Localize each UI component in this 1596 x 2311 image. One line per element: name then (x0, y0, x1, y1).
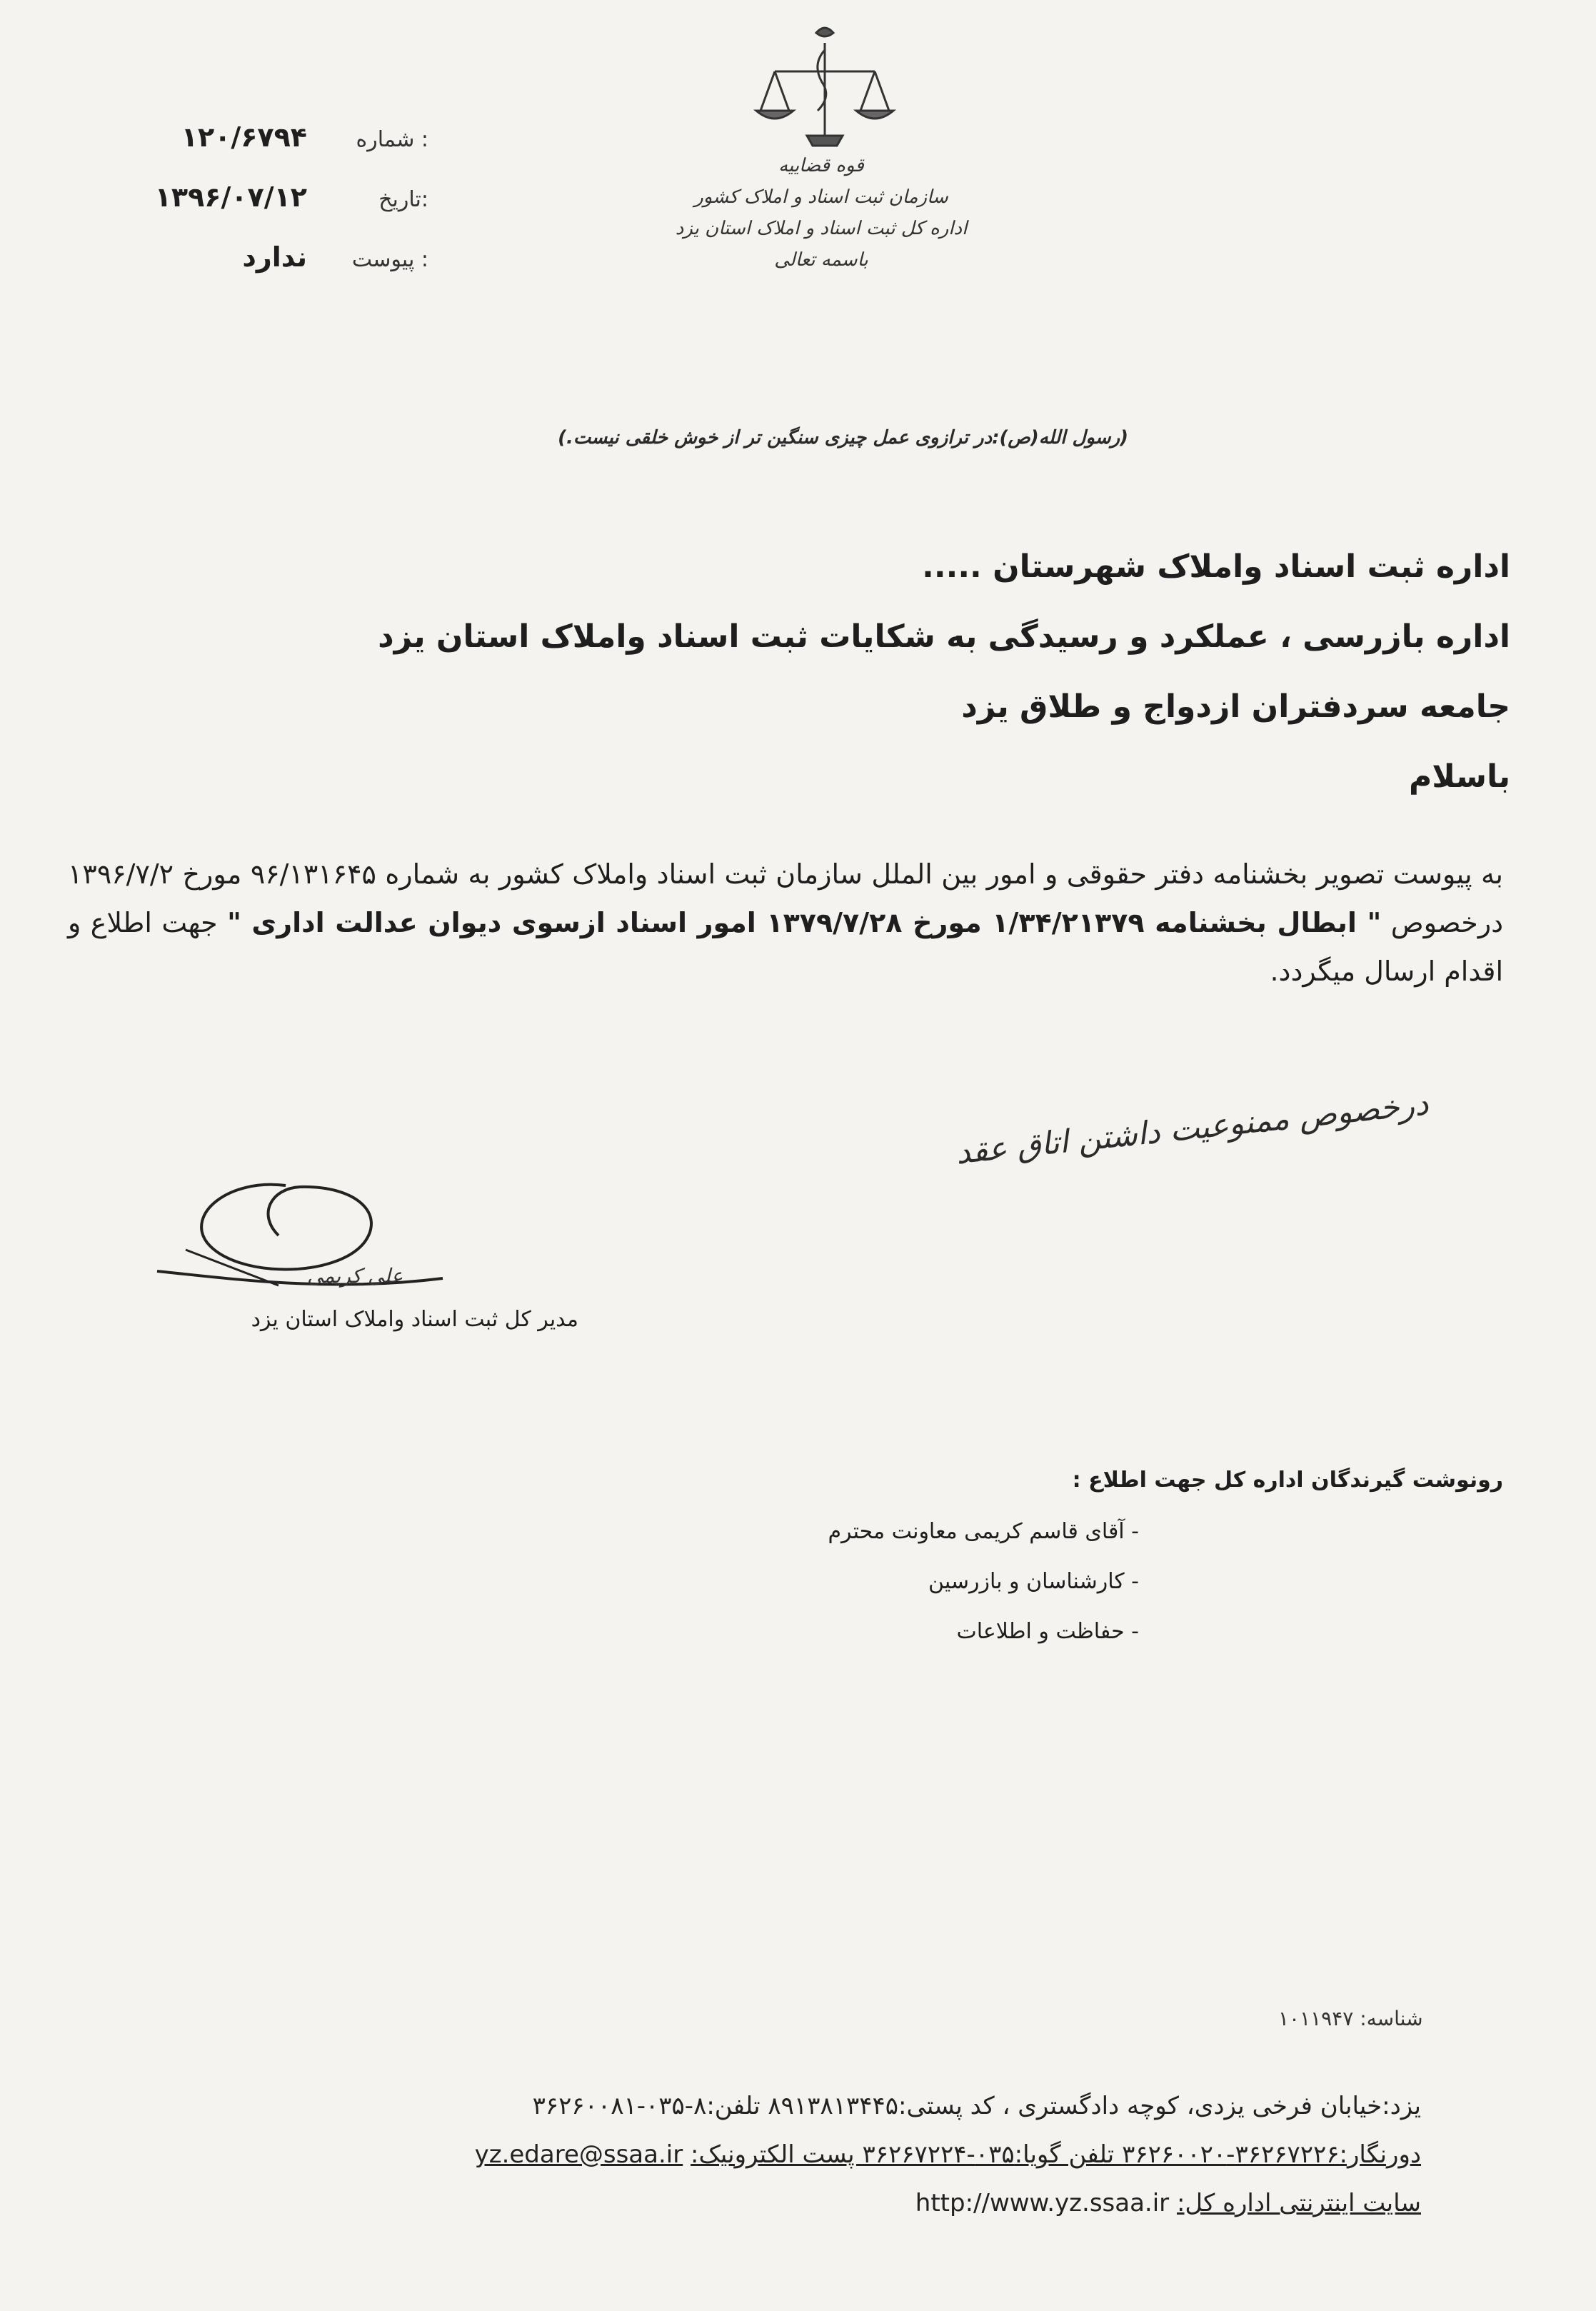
footer-contact (107, 2130, 1421, 2179)
organization-header (657, 150, 985, 276)
number-value: ۱۲۰/۶۷۹۴ (181, 121, 307, 153)
date-label: تاریخ: (378, 187, 428, 212)
greeting: باسلام (1409, 758, 1510, 795)
cc-list (496, 1507, 1139, 1657)
document-id-label: شناسه: (1360, 2007, 1423, 2030)
handwritten-note: درخصوص ممنوعیت داشتن اتاق عقد (954, 1086, 1430, 1172)
footer (107, 2082, 1421, 2227)
hadith-quote: (رسول الله(ص):در ترازوی عمل چیزی سنگین تر از خوش خلقی نیست.) (558, 427, 1128, 448)
org-line: اداره کل ثبت اسناد و املاک استان یزد (675, 218, 968, 239)
email-link[interactable]: yz.edare@ssaa.ir (474, 2140, 683, 2169)
letter-meta (93, 121, 428, 301)
cc-item: - کارشناسان و بازرسین (928, 1569, 1139, 1594)
body-text-part: به پیوست تصویر بخشنامه دفتر حقوقی و امور بین الملل سازمان ثبت اسناد واملاک کشور به شماره ۹۶/۱۳۱۶۴۵ مورخ ۱۳۹۶/۷/۲ درخصوص (68, 858, 1503, 938)
date-value: ۱۳۹۶/۰۷/۱۲ (154, 181, 307, 213)
website-label: سایت اینترنتی اداره کل: (1176, 2189, 1421, 2217)
attachment-value: ندارد (242, 241, 307, 273)
recipient-line: اداره بازرسی ، عملکرد و رسیدگی به شکایات ثبت اسناد واملاک استان یزد (378, 618, 1510, 655)
recipient-line: اداره ثبت اسناد واملاک شهرستان ..... (922, 548, 1510, 585)
cc-item: - آقای قاسم کریمی معاونت محترم (828, 1519, 1139, 1544)
recipients-block (296, 532, 1510, 812)
number-label: شماره : (356, 127, 428, 152)
address-label: یزد: (1382, 2092, 1421, 2120)
footer-address (107, 2082, 1421, 2130)
org-line: سازمان ثبت اسناد و املاک کشور (694, 186, 948, 208)
cc-item: - حفاظت و اطلاعات (956, 1619, 1139, 1644)
document-id (1278, 2007, 1423, 2030)
attachment-label: پیوست : (351, 247, 428, 272)
signature-scribble (143, 1171, 457, 1314)
body-text-part: جهت اطلاع و اقدام ارسال میگردد. (68, 907, 1503, 987)
org-line: باسمه تعالی (774, 249, 868, 271)
signatory-title: مدیر کل ثبت اسناد واملاک استان یزد (251, 1307, 578, 1332)
judiciary-scales-emblem (746, 21, 903, 150)
cc-title: رونوشت گیرندگان اداره کل جهت اطلاع : (1072, 1468, 1503, 1493)
address-text: خیابان فرخی یزدی، کوچه دادگستری ، کد پستی:۸۹۱۳۸۱۳۴۴۵ تلفن:۸-۰۳۵-۳۶۲۶۰۰۸۱ (532, 2092, 1382, 2120)
body-subject: " ابطال بخشنامه ۱/۳۴/۲۱۳۷۹ مورخ ۱۳۷۹/۷/۲۸ امور اسناد ازسوی دیوان عدالت اداری " (227, 907, 1382, 938)
fax-phone-text: دورنگار:۳۶۲۶۷۲۲۶-۳۶۲۶۰۰۲۰ تلفن گویا:۰۳۵-۳۶۲۶۷۲۲۴ پست الکترونیک: (691, 2140, 1421, 2169)
footer-website (107, 2179, 1421, 2227)
letter-attachment-row (93, 241, 428, 301)
letter-number-row (93, 121, 428, 181)
document-id-value: ۱۰۱۱۹۴۷ (1278, 2007, 1354, 2030)
recipient-line: جامعه سردفتران ازدواج و طلاق یزد (961, 688, 1510, 725)
website-link[interactable]: http://www.yz.ssaa.ir (915, 2189, 1170, 2217)
letter-date-row (93, 181, 428, 241)
signatory-name: علی کریمی (307, 1264, 403, 1288)
letter-body (68, 850, 1503, 996)
org-line: قوه قضاییه (778, 155, 864, 176)
